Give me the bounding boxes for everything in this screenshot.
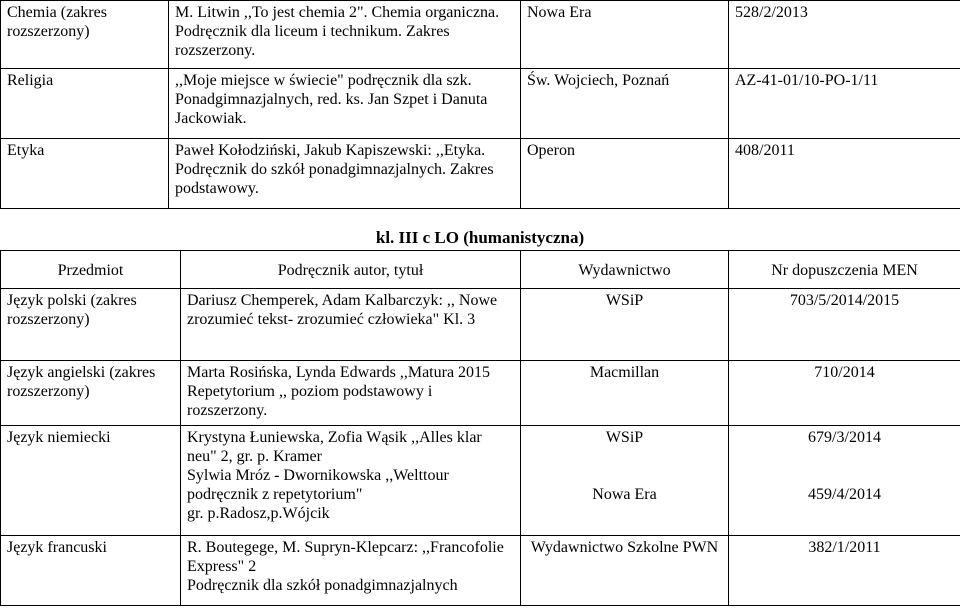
subject-cell: Język polski (zakres rozszerzony) (1, 289, 181, 361)
header-row (1, 251, 960, 289)
publisher-cell: Nowa Era (521, 1, 729, 69)
publisher-cell: WSiP (521, 289, 729, 361)
top-textbook-table (0, 0, 960, 209)
approval-cell: 528/2/2013 (729, 1, 960, 69)
subject-cell: Język angielski (zakres rozszerzony) (1, 361, 181, 426)
book-cell: R. Boutegege, M. Supryn-Klepcarz: ,,Francofolie Express" 2 Podręcznik dla szkół ponadgimnazjalnych (181, 536, 521, 606)
table-row (1, 289, 960, 361)
table-row (1, 69, 960, 139)
book-cell: ,,Moje miejsce w świecie" podręcznik dla szk. Ponadgimnazjalnych, red. ks. Jan Szpet i Danuta Jackowiak. (169, 69, 521, 139)
subject-cell: Język niemiecki (1, 426, 181, 536)
approval-cell: 710/2014 (729, 361, 960, 426)
approval-cell: 408/2011 (729, 139, 960, 209)
header-publisher: Wydawnictwo (521, 251, 729, 289)
table-row (1, 426, 960, 536)
approval-cell: 679/3/2014 459/4/2014 (729, 426, 960, 536)
table-row (1, 1, 960, 69)
book-cell: Krystyna Łuniewska, Zofia Wąsik ,,Alles klar neu" 2, gr. p. Kramer Sylwia Mróz - Dwornikowska ,,Welttour podręcznik z repetytorium" gr. p.Radosz,p.Wójcik (181, 426, 521, 536)
approval-cell: 703/5/2014/2015 (729, 289, 960, 361)
class-textbook-table (0, 250, 960, 606)
publisher-cell: Operon (521, 139, 729, 209)
approval-cell: AZ-41-01/10-PO-1/11 (729, 69, 960, 139)
subject-cell: Religia (1, 69, 169, 139)
publisher-cell: Wydawnictwo Szkolne PWN (521, 536, 729, 606)
subject-cell: Język francuski (1, 536, 181, 606)
header-approval: Nr dopuszczenia MEN (729, 251, 960, 289)
subject-cell: Chemia (zakres rozszerzony) (1, 1, 169, 69)
book-cell: M. Litwin ,,To jest chemia 2". Chemia organiczna. Podręcznik dla liceum i technikum. Zakres rozszerzony. (169, 1, 521, 69)
book-cell: Paweł Kołodziński, Jakub Kapiszewski: ,,Etyka. Podręcznik do szkół ponadgimnazjalnych. Zakres podstawowy. (169, 139, 521, 209)
header-subject: Przedmiot (1, 251, 181, 289)
subject-cell: Etyka (1, 139, 169, 209)
book-cell: Marta Rosińska, Lynda Edwards ,,Matura 2015 Repetytorium ,, poziom podstawowy i rozszerzony. (181, 361, 521, 426)
approval-cell: 382/1/2011 (729, 536, 960, 606)
book-cell: Dariusz Chemperek, Adam Kalbarczyk: ,, Nowe zrozumieć tekst- zrozumieć człowieka" Kl. 3 (181, 289, 521, 361)
publisher-cell: Macmillan (521, 361, 729, 426)
class-title: kl. III c LO (humanistyczna) (375, 228, 585, 247)
publisher-cell: WSiP Nowa Era (521, 426, 729, 536)
header-book: Podręcznik autor, tytuł (181, 251, 521, 289)
table-row (1, 536, 960, 606)
publisher-cell: Św. Wojciech, Poznań (521, 69, 729, 139)
table-row (1, 361, 960, 426)
table-row (1, 139, 960, 209)
